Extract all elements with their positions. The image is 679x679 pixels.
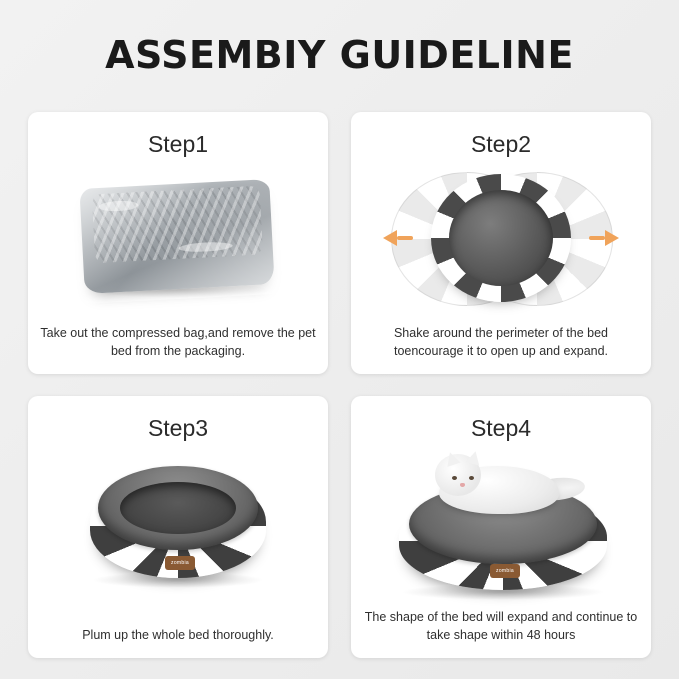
bed-expanding-illustration: [351, 162, 651, 314]
bag-fold: [98, 200, 138, 212]
step-illustration-1: [28, 160, 328, 310]
step-label-1: Step1: [147, 131, 209, 157]
cat-icon: [429, 450, 579, 516]
cat-ear-right: [466, 449, 483, 465]
step-label-2: Step2: [470, 131, 532, 157]
step-label-3: Step3: [147, 415, 209, 441]
step-caption-3: Plum up the whole bed thoroughly.: [82, 627, 274, 642]
arrow-right-tail: [589, 236, 605, 240]
arrow-left-icon: [383, 230, 397, 246]
cat-head: [435, 454, 481, 496]
step-caption-4: The shape of the bed will expand and continue to take shape within 48 hours: [364, 609, 638, 642]
finished-bed-illustration: [28, 448, 328, 600]
step-label-4: Step4: [470, 415, 532, 441]
arrow-left-tail: [397, 236, 413, 240]
step-card-3: [28, 396, 328, 658]
pet-bed-icon: [431, 174, 571, 302]
step-card-4: [351, 396, 651, 658]
step-caption-1: Take out the compressed bag,and remove the pet bed from the packaging.: [40, 325, 316, 358]
arrow-right-icon: [605, 230, 619, 246]
compressed-bag-illustration: [28, 166, 328, 316]
cat-eye-right: [469, 476, 474, 480]
step-card-1: [28, 112, 328, 374]
cat-on-bed-illustration: [351, 448, 651, 600]
vacuum-bag-icon: [79, 179, 274, 294]
bed-cushion: [449, 190, 553, 286]
step-card-2: [351, 112, 651, 374]
step-illustration-3: [28, 444, 328, 594]
cat-eye-left: [452, 476, 457, 480]
page-title: ASSEMBIY GUIDELINE: [105, 33, 574, 77]
bed-hollow: [120, 482, 236, 534]
brand-tag: zombia: [490, 564, 520, 578]
steps-grid: [28, 112, 651, 658]
step-illustration-4: [351, 444, 651, 594]
bag-fold: [178, 241, 232, 253]
step-illustration-2: [351, 160, 651, 310]
step-caption-2: Shake around the perimeter of the bed toencourage it to open up and expand.: [393, 325, 609, 358]
brand-tag: zombia: [165, 556, 195, 570]
cat-ear-left: [443, 450, 460, 467]
cat-nose: [460, 483, 465, 487]
